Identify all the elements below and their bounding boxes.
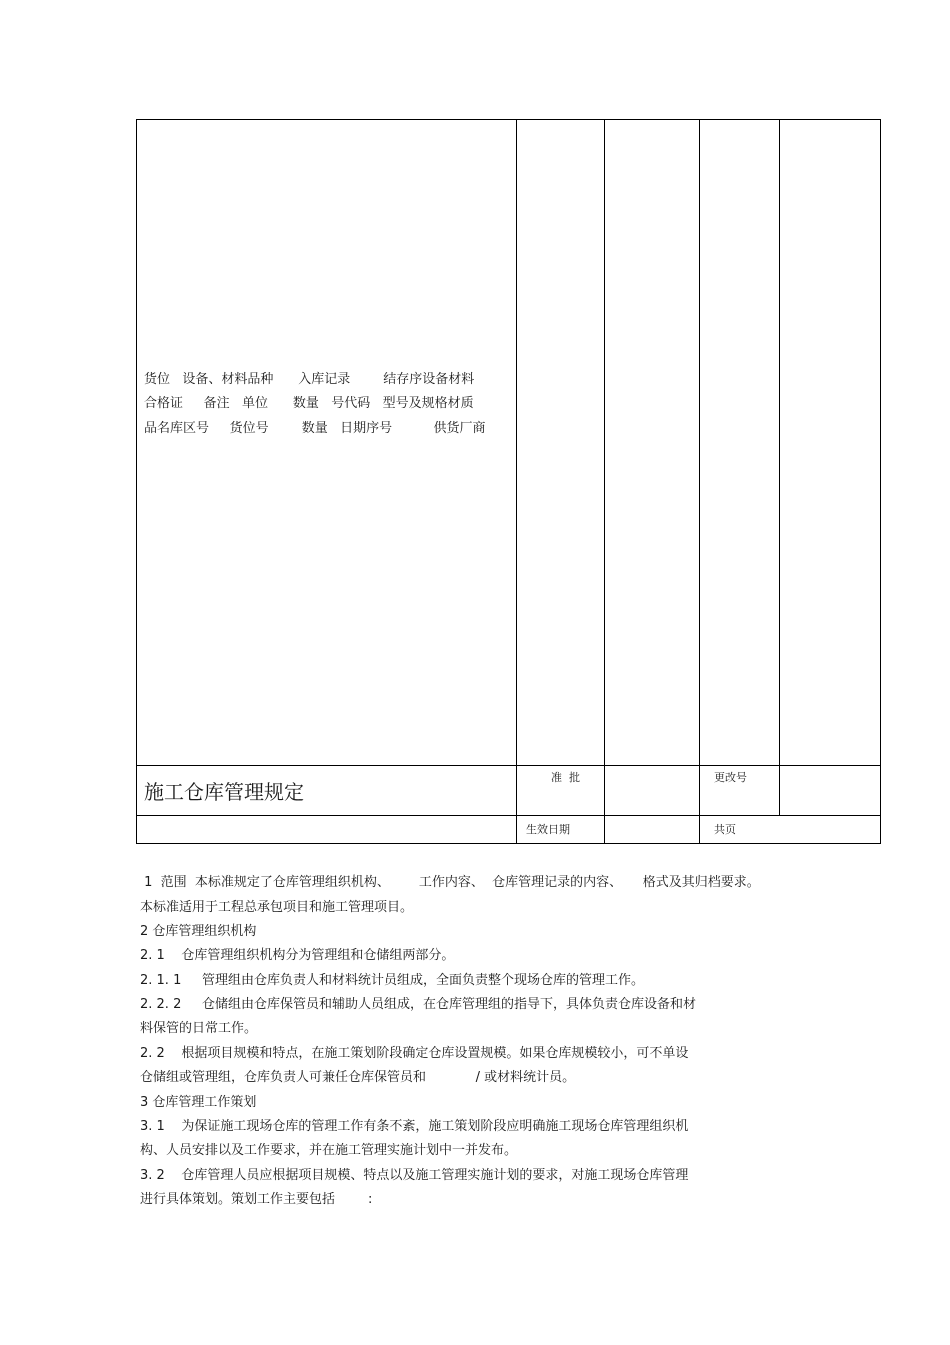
body-paragraph-line: 2. 2. 2 仓储组由仓库保管员和辅助人员组成，在仓库管理组的指导下，具体负责仓库设备和材 [140,997,697,1012]
table-border-left [136,119,137,844]
table-border-top [136,119,881,120]
body-paragraph-line: 3. 2 仓库管理人员应根据项目规模、特点以及施工管理实施计划的要求，对施工现场仓库管理 [140,1168,689,1183]
section-heading: 2 仓库管理组织机构 [140,924,257,939]
body-paragraph-line: 进行具体策划。策划工作主要包括 : [140,1192,373,1207]
document-title: 施工仓库管理规定 [144,780,304,804]
section-heading: 3 仓库管理工作策划 [140,1095,257,1110]
table-col-line-1 [516,119,517,844]
table-col-line-2 [604,119,605,844]
body-paragraph-line: 2. 1 仓库管理组织机构分为管理组和仓储组两部分。 [140,948,455,963]
body-paragraph-line: 仓储组或管理组，仓库负责人可兼任仓库保管员和 / 或材料统计员。 [140,1070,576,1085]
body-paragraph-line: 构、人员安排以及工作要求，并在施工管理实施计划中一并发布。 [140,1143,518,1158]
table-col-line-3 [699,119,700,844]
table-border-bottom [136,843,881,844]
total-pages-label: 共页 [714,823,736,836]
table-divider-title-row [136,765,881,766]
table-content-line: 品名库区号 货位号 数量 日期序号 供货厂商 [144,421,486,436]
effective-date-label: 生效日期 [526,823,570,836]
table-divider-footer-row [136,815,881,816]
body-paragraph-line: 本标准适用于工程总承包项目和施工管理项目。 [140,900,414,915]
body-paragraph-line: 3. 1 为保证施工现场仓库的管理工作有条不紊，施工策划阶段应明确施工现场仓库管理组织机 [140,1119,689,1134]
body-paragraph-line: 2. 2 根据项目规模和特点，在施工策划阶段确定仓库设置规模。如果仓库规模较小，可不单设 [140,1046,689,1061]
table-border-right [880,119,881,844]
body-paragraph-line: 料保管的日常工作。 [140,1021,258,1036]
revision-label: 更改号 [714,771,747,784]
table-content-line: 货位 设备、材料品种 入库记录 结存序设备材料 [144,372,475,387]
approve-label: 准 批 [551,771,580,784]
body-paragraph-line: 2. 1. 1 管理组由仓库负责人和材料统计员组成，全面负责整个现场仓库的管理工作。 [140,973,645,988]
body-paragraph-line: 1 范围 本标准规定了仓库管理组织机构、 工作内容、 仓库管理记录的内容、 格式及其归档要求。 [140,875,760,890]
table-content-line: 合格证 备注 单位 数量 号代码 型号及规格材质 [144,396,474,411]
table-col-line-4 [779,119,780,816]
